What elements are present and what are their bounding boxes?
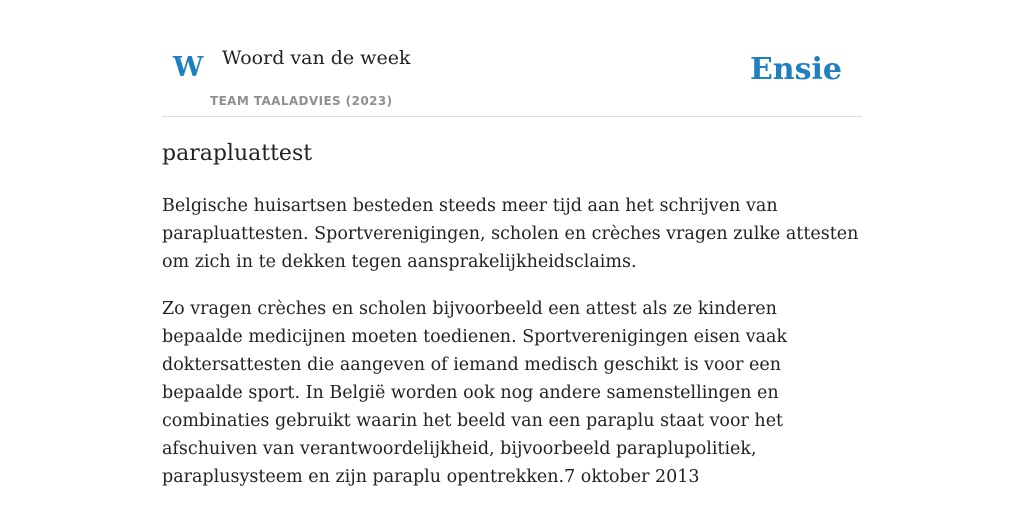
series-title[interactable]: Woord van de week — [222, 47, 411, 69]
brand-logo[interactable]: Ensie — [749, 52, 842, 87]
paragraph-body — [162, 295, 862, 491]
paragraph-body-text: Zo vragen crèches en scholen bijvoorbeeld een attest als ze kinderen bepaalde medicijnen moeten toedienen. Sportverenigingen eisen vaak doktersattesten die aangeven of iemand medisch geschikt is voor een bepaalde sport. In België worden ook nog andere samenstellingen en combinaties gebruikt waarin het beeld van een paraplu staat voor het afschuiven van verantwoordelijkheid, bijvoorbeeld paraplupolitiek, paraplusysteem en zijn paraplu opentrekken. — [162, 299, 788, 487]
article-header — [162, 0, 862, 117]
page-title: parapluattest — [162, 141, 313, 166]
article-card — [162, 0, 862, 512]
paragraph-intro: Belgische huisartsen besteden steeds meer tijd aan het schrijven van parapluattesten. Sportverenigingen, scholen en crèches vragen zulke attesten om zich in te dekken tegen aansprakelijkheidsclaims. — [162, 196, 859, 272]
author-byline: TEAM TAALADVIES (2023) — [210, 94, 393, 108]
series-logo-icon: W — [173, 52, 204, 83]
publication-date: 7 oktober 2013 — [564, 467, 700, 487]
